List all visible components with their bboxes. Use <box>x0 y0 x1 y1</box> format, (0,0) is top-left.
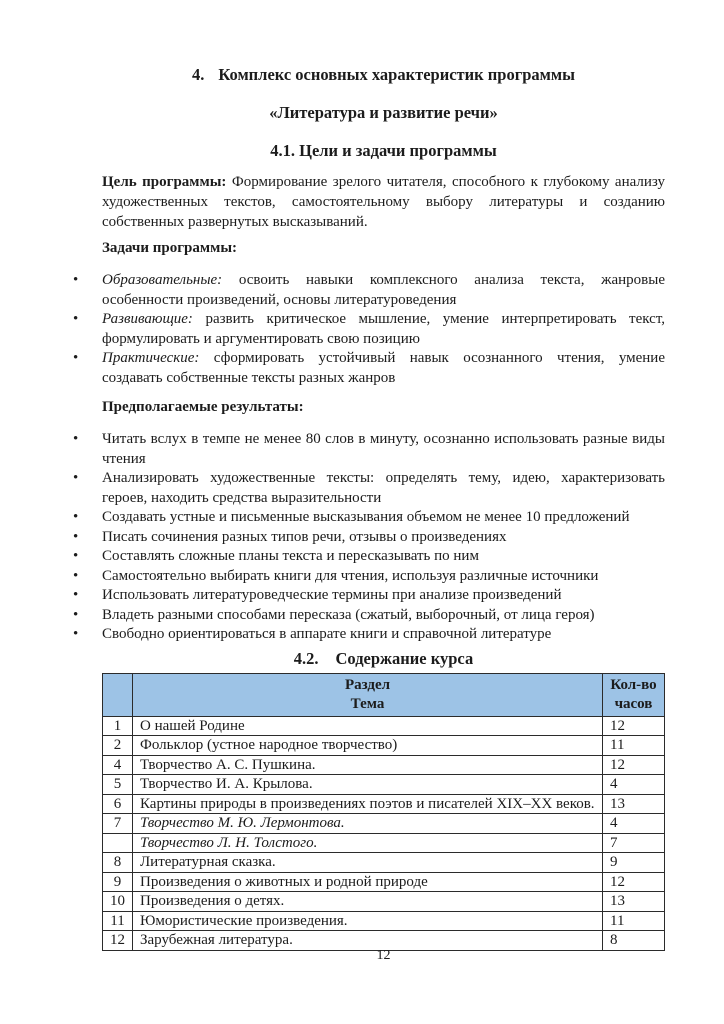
row-topic-cell: Юмористические произведения. <box>133 911 603 931</box>
table-row <box>103 736 665 756</box>
row-hours-cell: 9 <box>603 853 665 873</box>
task-lead: Развивающие: <box>102 311 193 327</box>
row-number-cell: 12 <box>103 931 133 951</box>
results-label: Предполагаемые результаты: <box>102 399 304 415</box>
main-heading-number: 4. <box>191 65 205 84</box>
task-item-educational <box>102 271 665 310</box>
header-cell-num <box>103 673 133 716</box>
row-number-cell: 6 <box>103 794 133 814</box>
row-number-cell: 2 <box>103 736 133 756</box>
result-text: Писать сочинения разных типов речи, отзывы о произведениях <box>102 528 507 545</box>
table-row <box>103 755 665 775</box>
header-cell-hours <box>603 673 665 716</box>
table-row <box>103 833 665 853</box>
program-title-heading: «Литература и развитие речи» <box>269 103 498 122</box>
table-row <box>103 892 665 912</box>
result-item <box>102 508 665 528</box>
row-hours-cell: 13 <box>603 794 665 814</box>
section-4-2-heading <box>102 648 665 670</box>
row-number-cell: 10 <box>103 892 133 912</box>
row-hours-cell: 4 <box>603 775 665 795</box>
results-list <box>102 430 665 645</box>
row-number-cell: 1 <box>103 716 133 736</box>
row-hours-cell: 12 <box>603 872 665 892</box>
row-hours-cell: 11 <box>603 736 665 756</box>
result-item <box>102 567 665 587</box>
tasks-label: Задачи программы: <box>102 240 238 256</box>
table-row <box>103 872 665 892</box>
row-topic-cell: Творчество И. А. Крылова. <box>133 775 603 795</box>
result-item <box>102 586 665 606</box>
row-number-cell: 8 <box>103 853 133 873</box>
main-heading-title: Комплекс основных характеристик программы <box>218 65 576 84</box>
row-number-cell: 4 <box>103 755 133 775</box>
goal-paragraph <box>102 172 665 232</box>
row-hours-cell: 4 <box>603 814 665 834</box>
task-lead: Образовательные: <box>102 272 223 288</box>
result-text: Владеть разными способами пересказа (сжатый, выборочный, от лица героя) <box>102 606 595 623</box>
table-row <box>103 716 665 736</box>
result-item <box>102 469 665 508</box>
table-row <box>103 775 665 795</box>
task-lead: Практические: <box>102 350 200 366</box>
header-topic-line2: Тема <box>350 695 385 712</box>
result-text: Создавать устные и письменные высказывания объемом не менее 10 предложений <box>102 509 630 525</box>
row-hours-cell: 13 <box>603 892 665 912</box>
header-hours-line2: часов <box>614 695 653 712</box>
row-topic-cell: Творчество А. С. Пушкина. <box>133 755 603 775</box>
row-topic-cell: Фольклор (устное народное творчество) <box>133 736 603 756</box>
section-4-2-title: Содержание курса <box>335 648 474 668</box>
table-row <box>103 814 665 834</box>
task-text: сформировать устойчивый навык осознанного чтения, умение создавать собственные тексты разных жанров <box>102 350 665 386</box>
goal-label: Цель программы: <box>102 174 227 190</box>
task-item-practical <box>102 349 665 388</box>
row-hours-cell: 12 <box>603 716 665 736</box>
result-text: Читать вслух в темпе не менее 80 слов в минуту, осознанно использовать разные виды чтения <box>102 431 665 467</box>
row-number-cell: 9 <box>103 872 133 892</box>
tasks-list <box>102 271 665 388</box>
row-hours-cell: 12 <box>603 755 665 775</box>
goal-text: Формирование зрелого читателя, способного к глубокому анализу художественных текстов, самостоятельному выбору литературы и созданию собственных развернутых высказываний. <box>102 174 666 230</box>
row-topic-cell: О нашей Родине <box>133 716 603 736</box>
result-item <box>102 606 665 626</box>
row-hours-cell: 8 <box>603 931 665 951</box>
row-number-cell: 7 <box>103 814 133 834</box>
course-table <box>102 673 665 951</box>
task-item-developmental <box>102 310 665 349</box>
row-topic-cell: Произведения о животных и родной природе <box>133 872 603 892</box>
result-item <box>102 625 665 645</box>
header-cell-topic <box>133 673 603 716</box>
row-hours-cell: 11 <box>603 911 665 931</box>
result-text: Самостоятельно выбирать книги для чтения, используя различные источники <box>102 567 599 584</box>
document-content <box>102 0 665 951</box>
task-text: развить критическое мышление, умение интерпретировать текст, формулировать и аргументировать свою позицию <box>102 311 666 347</box>
section-4-2-number: 4.2. <box>293 648 319 668</box>
page-number: 12 <box>376 948 391 963</box>
row-topic-cell: Картины природы в произведениях поэтов и писателей XIX–XX веков. <box>133 794 603 814</box>
result-text: Составлять сложные планы текста и пересказывать по ним <box>102 548 479 564</box>
result-text: Использовать литературоведческие термины при анализе произведений <box>102 587 562 603</box>
result-item <box>102 547 665 567</box>
main-heading <box>102 64 665 86</box>
table-row <box>103 911 665 931</box>
table-row <box>103 853 665 873</box>
section-4-1-heading: 4.1. Цели и задачи программы <box>270 141 497 160</box>
row-number-cell: 11 <box>103 911 133 931</box>
row-number-cell <box>103 833 133 853</box>
row-topic-cell: Зарубежная литература. <box>133 931 603 951</box>
row-topic-cell: Творчество М. Ю. Лермонтова. <box>133 814 603 834</box>
row-topic-cell: Произведения о детях. <box>133 892 603 912</box>
result-text: Анализировать художественные тексты: определять тему, идею, характеризовать героев, находить средства выразительности <box>102 470 665 506</box>
table-header-row <box>103 673 665 716</box>
table-row <box>103 794 665 814</box>
header-hours-line1: Кол-во <box>610 676 657 693</box>
row-topic-cell: Литературная сказка. <box>133 853 603 873</box>
result-item <box>102 430 665 469</box>
task-text: освоить навыки комплексного анализа текста, жанровые особенности произведений, основы литературоведения <box>102 272 666 308</box>
result-text: Свободно ориентироваться в аппарате книги и справочной литературе <box>102 626 552 642</box>
row-topic-cell: Творчество Л. Н. Толстого. <box>133 833 603 853</box>
row-hours-cell: 7 <box>603 833 665 853</box>
row-number-cell: 5 <box>103 775 133 795</box>
result-item <box>102 528 665 548</box>
header-topic-line1: Раздел <box>344 676 391 693</box>
